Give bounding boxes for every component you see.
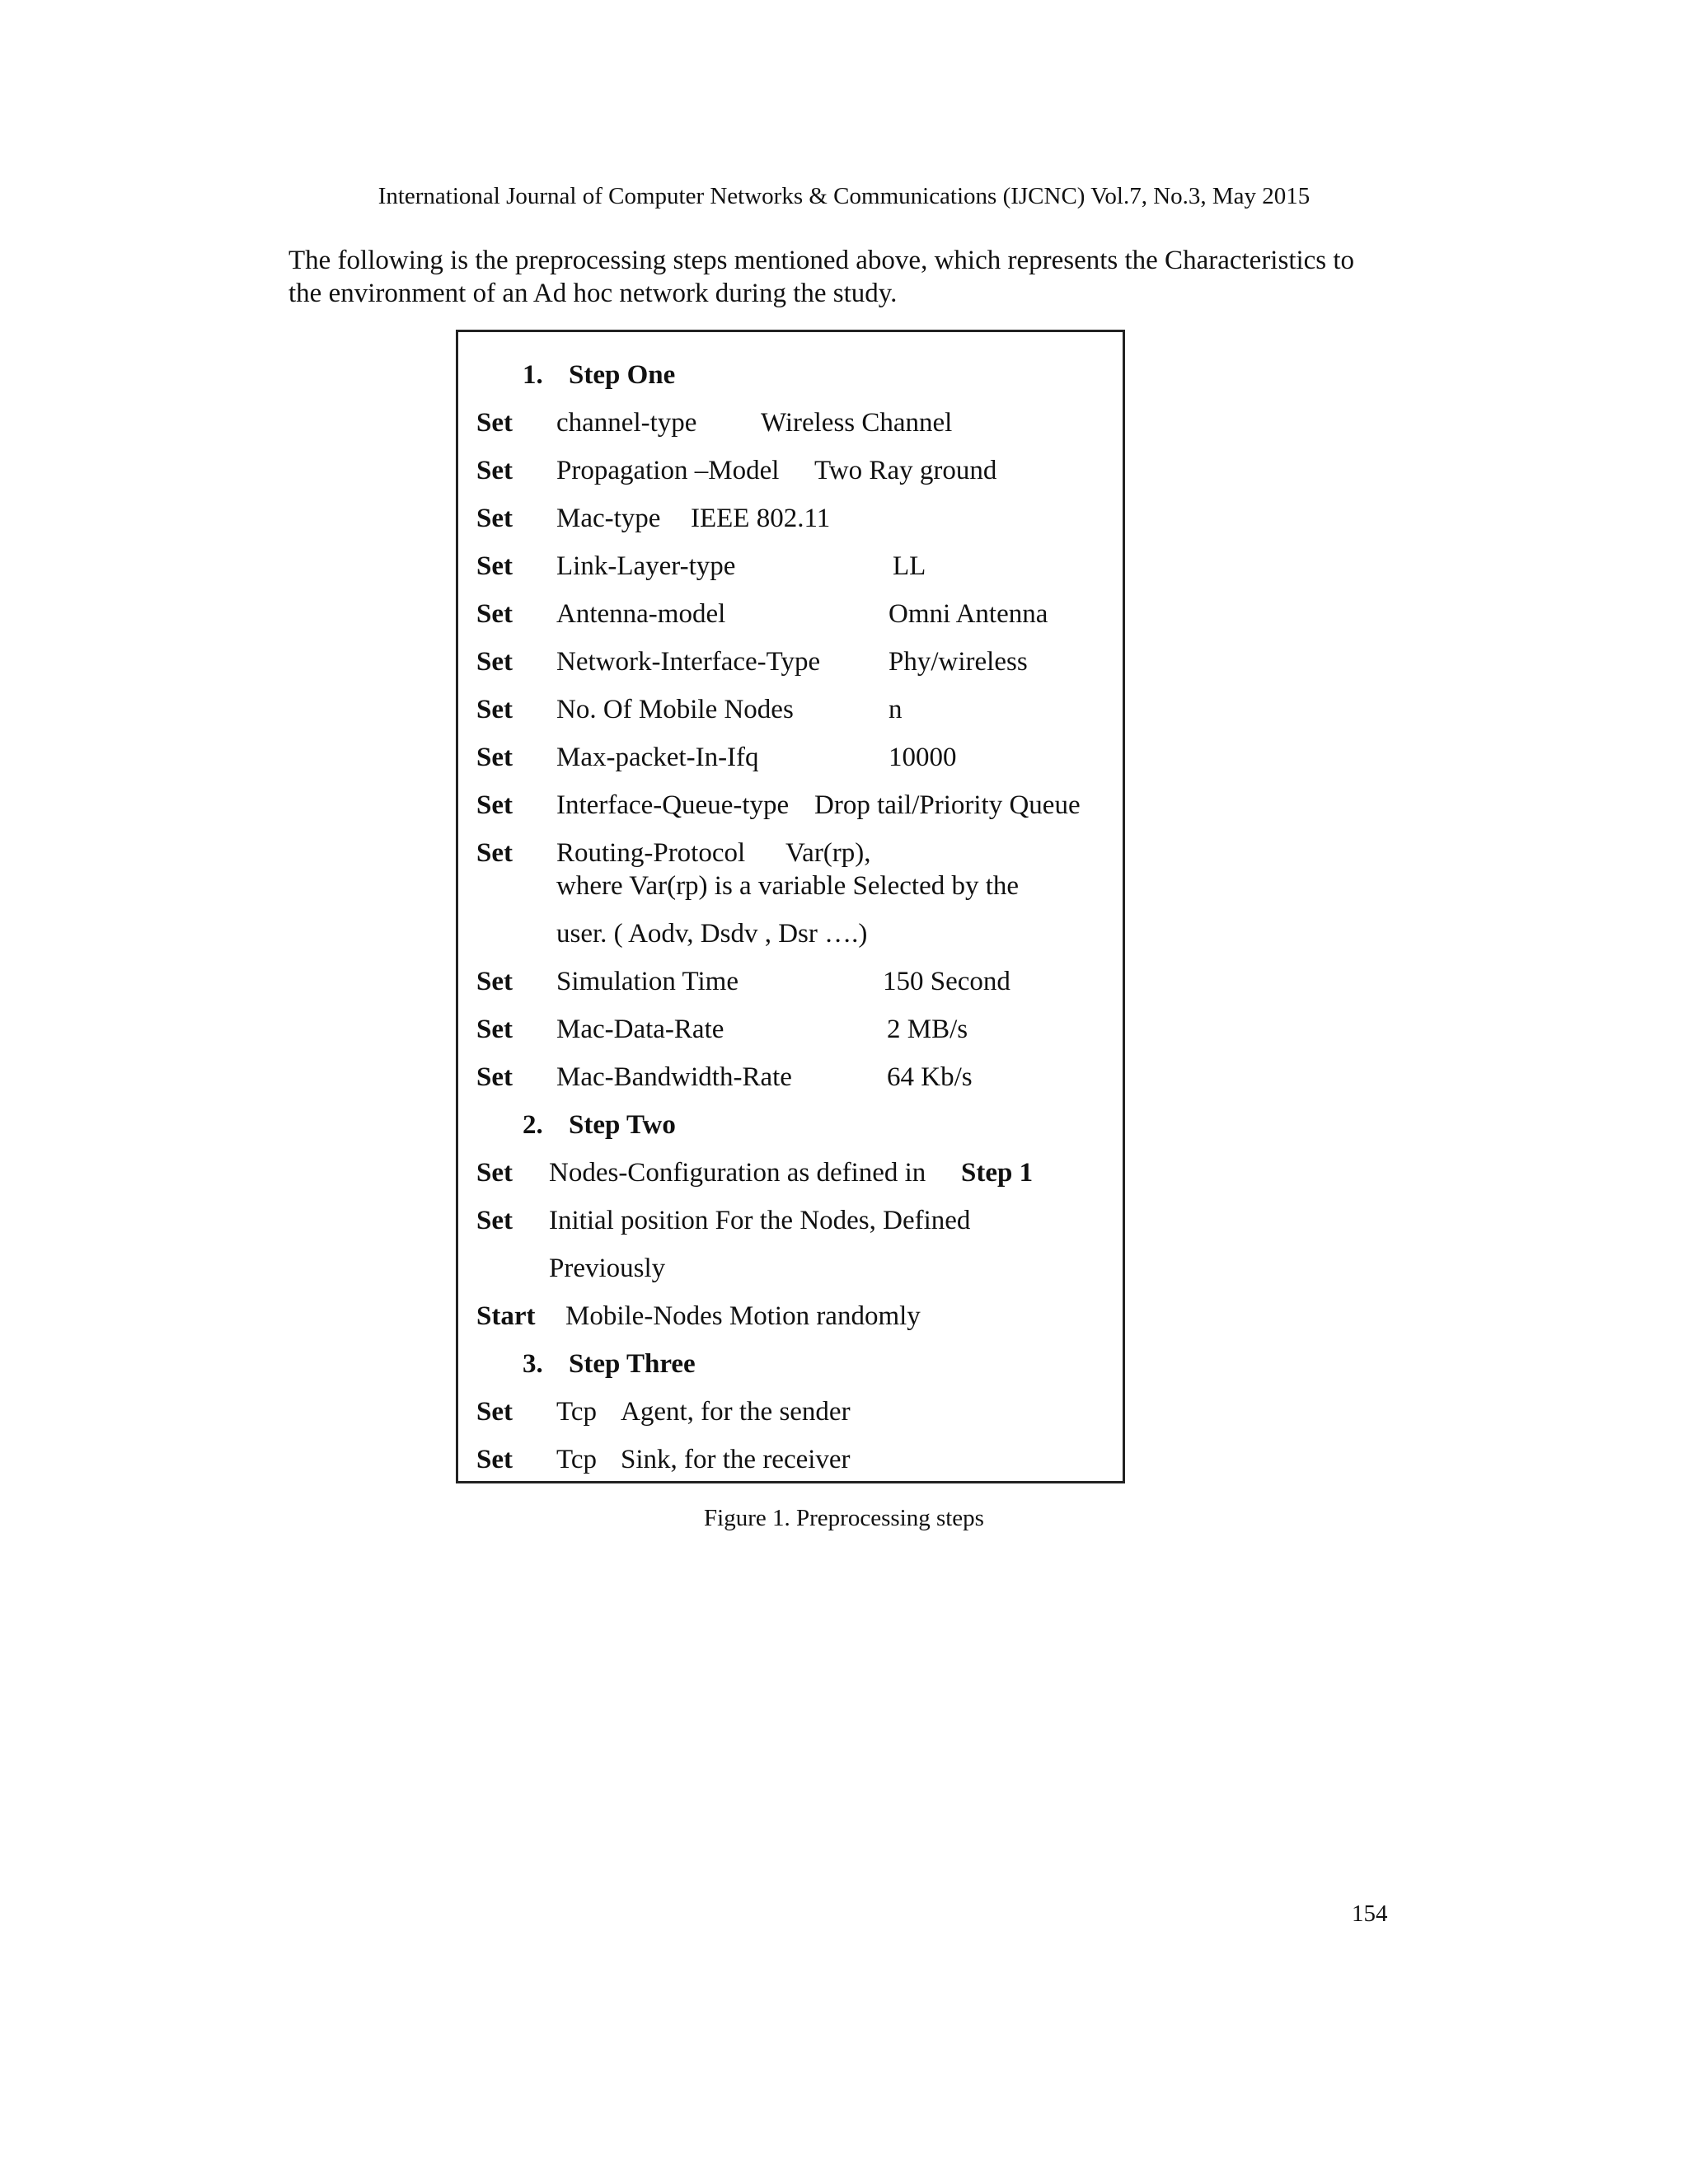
keyword: Set bbox=[476, 967, 513, 996]
parameter-value: Var(rp), bbox=[785, 838, 871, 868]
parameter-value: 2 MB/s bbox=[887, 1015, 968, 1044]
parameter-name: Max-packet-In-Ifq bbox=[556, 743, 759, 772]
page-number: 154 bbox=[1352, 1900, 1388, 1927]
routing-note-line-2: user. ( Aodv, Dsdv , Dsr ….) bbox=[556, 919, 868, 949]
parameter-value: LL bbox=[893, 551, 926, 581]
routing-note-line-1: where Var(rp) is a variable Selected by the bbox=[556, 871, 1020, 901]
step-title: Step Three bbox=[569, 1349, 696, 1379]
parameter-value: 10000 bbox=[889, 743, 957, 772]
step-title: Step One bbox=[569, 360, 676, 390]
figure-caption: Figure 1. Preprocessing steps bbox=[704, 1505, 984, 1531]
keyword: Set bbox=[476, 551, 513, 581]
row-continuation: Previously bbox=[549, 1254, 666, 1283]
parameter-name: No. Of Mobile Nodes bbox=[556, 695, 794, 724]
parameter-name: Propagation –Model bbox=[556, 456, 780, 485]
parameter-value: Sink, for the receiver bbox=[621, 1445, 851, 1474]
parameter-value: Agent, for the sender bbox=[621, 1397, 851, 1427]
preprocessing-figure bbox=[456, 330, 1125, 1483]
keyword: Set bbox=[476, 695, 513, 724]
parameter-name: Tcp bbox=[556, 1397, 598, 1427]
keyword: Set bbox=[476, 838, 513, 868]
keyword: Set bbox=[476, 1445, 513, 1474]
keyword: Set bbox=[476, 456, 513, 485]
step-number: 2. bbox=[523, 1110, 543, 1140]
keyword: Set bbox=[476, 1206, 513, 1235]
step-number: 3. bbox=[523, 1349, 543, 1379]
step-title: Step Two bbox=[569, 1110, 676, 1140]
parameter-name: Mac-type bbox=[556, 504, 661, 533]
row-text: Nodes-Configuration as defined in bbox=[549, 1158, 926, 1188]
parameter-name: channel-type bbox=[556, 408, 697, 438]
parameter-value: 64 Kb/s bbox=[887, 1062, 973, 1092]
parameter-value: IEEE 802.11 bbox=[691, 504, 831, 533]
intro-line-1: The following is the preprocessing steps mentioned above, which represents the Characteristics to bbox=[288, 246, 1355, 275]
row-text: Initial position For the Nodes, Defined bbox=[549, 1206, 971, 1235]
keyword: Set bbox=[476, 599, 513, 629]
parameter-name: Network-Interface-Type bbox=[556, 647, 821, 677]
parameter-name: Antenna-model bbox=[556, 599, 726, 629]
intro-paragraph bbox=[288, 244, 1409, 310]
step-reference: Step 1 bbox=[961, 1158, 1034, 1188]
parameter-name: Interface-Queue-type bbox=[556, 790, 790, 820]
parameter-name: Tcp bbox=[556, 1445, 598, 1474]
parameter-name: Mac-Bandwidth-Rate bbox=[556, 1062, 792, 1092]
keyword: Set bbox=[476, 647, 513, 677]
parameter-value: Omni Antenna bbox=[889, 599, 1048, 629]
row-text: Mobile-Nodes Motion randomly bbox=[565, 1301, 921, 1331]
keyword: Set bbox=[476, 504, 513, 533]
parameter-name: Simulation Time bbox=[556, 967, 738, 996]
parameter-value: n bbox=[889, 695, 903, 724]
keyword: Set bbox=[476, 408, 513, 438]
parameter-value: Phy/wireless bbox=[889, 647, 1028, 677]
intro-line-2: the environment of an Ad hoc network during the study. bbox=[288, 279, 898, 308]
keyword: Set bbox=[476, 1158, 513, 1188]
parameter-value: Two Ray ground bbox=[814, 456, 997, 485]
keyword: Set bbox=[476, 1397, 513, 1427]
parameter-value: 150 Second bbox=[883, 967, 1010, 996]
parameter-value: Drop tail/Priority Queue bbox=[814, 790, 1081, 820]
parameter-name: Mac-Data-Rate bbox=[556, 1015, 724, 1044]
keyword: Set bbox=[476, 743, 513, 772]
keyword: Set bbox=[476, 1062, 513, 1092]
running-header: International Journal of Computer Networks & Communications (IJCNC) Vol.7, No.3, May 2015 bbox=[377, 183, 1311, 209]
keyword: Start bbox=[476, 1301, 536, 1331]
parameter-value: Wireless Channel bbox=[761, 408, 953, 438]
keyword: Set bbox=[476, 790, 513, 820]
parameter-name: Link-Layer-type bbox=[556, 551, 736, 581]
parameter-name: Routing-Protocol bbox=[556, 838, 746, 868]
keyword: Set bbox=[476, 1015, 513, 1044]
step-number: 1. bbox=[523, 360, 543, 390]
